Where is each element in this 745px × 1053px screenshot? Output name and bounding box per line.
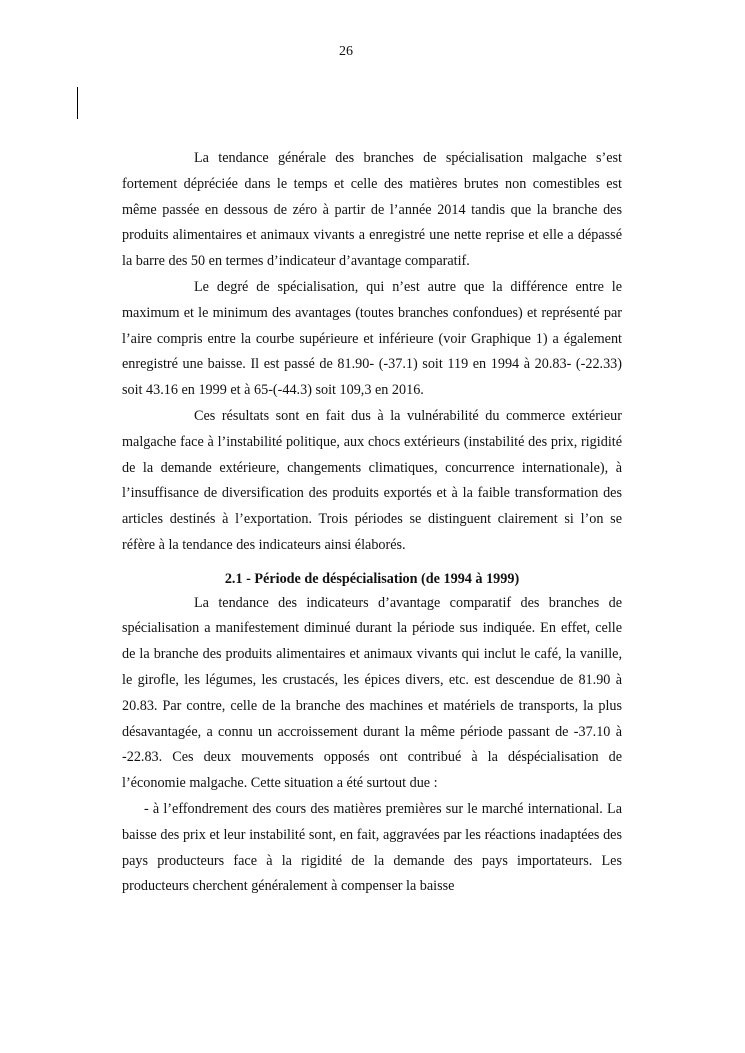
page-number: 26: [339, 44, 353, 59]
document-body: [122, 146, 622, 900]
paragraph-despecialisation: La tendance des indicateurs d’avantage comparatif des branches de spécialisation a manifestement diminué durant la période sus indiquée. En effet, celle de la branche des produits alimentaires et animaux vivants qui inclut le café, la vanille, le girofle, les légumes, les crustacés, les épices divers, etc. est descendue de 81.90 à 20.83. Par contre, celle de la branche des machines et matériels de transports, la plus désavantagée, a connu un accroissement durant la même période passant de -37.10 à -22.83. Ces deux mouvements opposés ont contribué à la déspécialisation de l’économie malgache. Cette situation a été surtout due :: [122, 594, 622, 792]
paragraph-specialisation-degree: Le degré de spécialisation, qui n’est autre que la différence entre le maximum et le minimum des avantages (toutes branches confondues) et représenté par l’aire compris entre la courbe supérieure et inférieure (voir Graphique 1) a également enregistré une baisse. Il est passé de 81.90- (-37.1) soit 119 en 1994 à 20.83- (-22.33) soit 43.16 en 1999 et à 65-(-44.3) soit 109,3 en 2016.: [122, 278, 622, 399]
margin-change-bar: [77, 87, 78, 119]
section-heading: 2.1 - Période de déspécialisation (de 1994 à 1999): [224, 570, 520, 587]
bullet-item: - à l’effondrement des cours des matières premières sur le marché international. La baisse des prix et leur instabilité sont, en fait, aggravées par les réactions inadaptées des pays producteurs face à la rigidité de la demande des pays importateurs. Les producteurs cherchent généralement à compenser la baisse: [122, 800, 622, 895]
paragraph-vulnerability: Ces résultats sont en fait dus à la vulnérabilité du commerce extérieur malgache face à l’instabilité politique, aux chocs extérieurs (instabilité des prix, rigidité de la demande extérieure, changements climatiques, concurrence internationale), à l’insuffisance de diversification des produits exportés et à la faible transformation des articles destinés à l’exportation. Trois périodes se distinguent clairement si l’on se réfère à la tendance des indicateurs ainsi élaborés.: [122, 407, 622, 553]
paragraph-trend: La tendance générale des branches de spécialisation malgache s’est fortement dépréciée dans le temps et celle des matières brutes non comestibles est même passée en dessous de zéro à partir de l’année 2014 tandis que la branche des produits alimentaires et animaux vivants a enregistré une nette reprise et elle a dépassé la barre des 50 en termes d’indicateur d’avantage comparatif.: [122, 150, 622, 270]
